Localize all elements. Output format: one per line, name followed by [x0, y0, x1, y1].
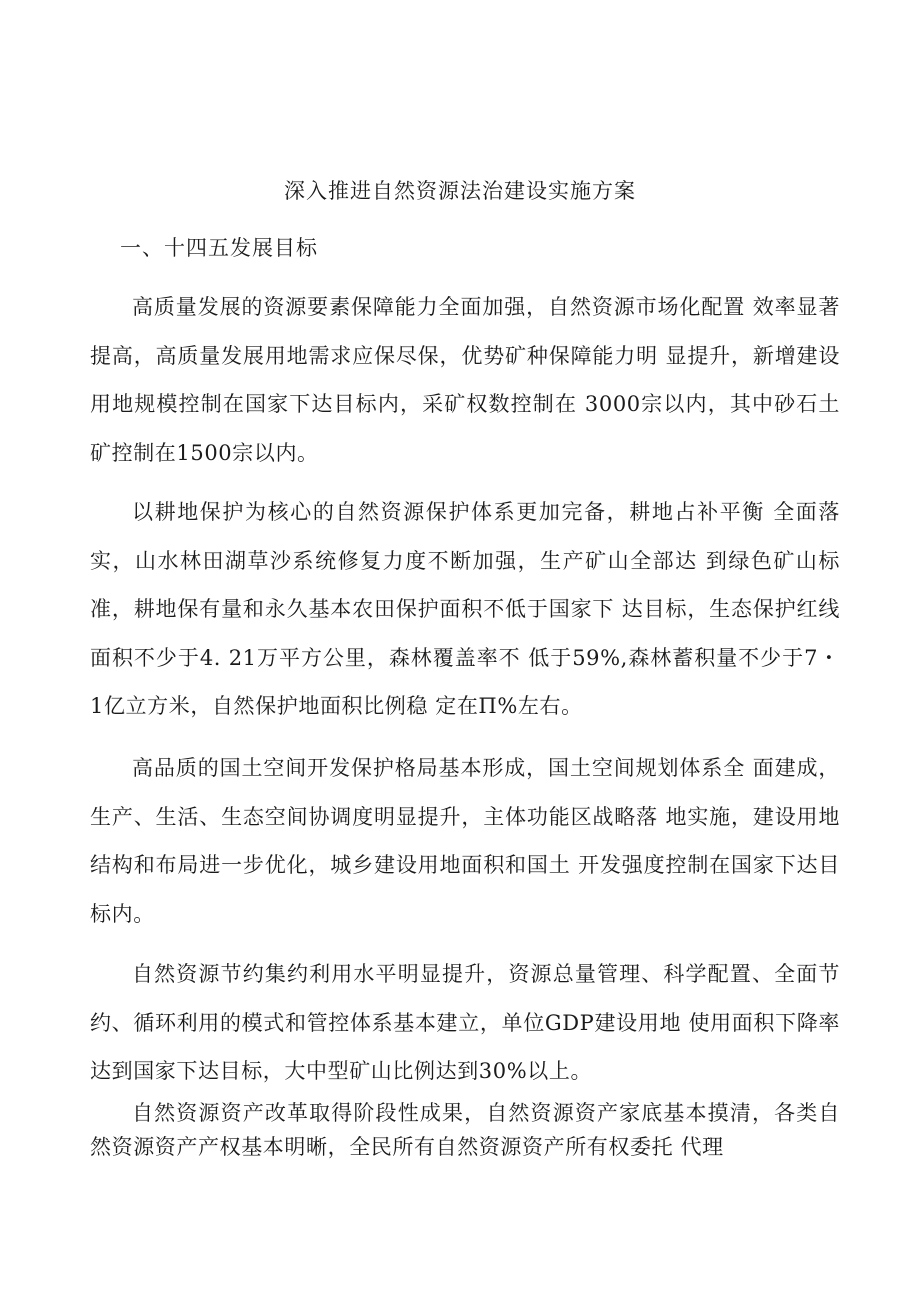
- document-title: 深入推进自然资源法治建设实施方案: [284, 179, 636, 203]
- section-heading: 一、十四五发展目标: [120, 236, 318, 260]
- paragraph-2: 以耕地保护为核心的自然资源保护体系更加完备，耕地占补平衡 全面落实，山水林田湖草沙系统修复力度不断加强，生产矿山全部达 到绿色矿山标准，耕地保有量和永久基本农田保护面积不低于国家下 达目标，生态保护红线面积不少于4. 21万平方公里，森林覆盖率不 低于59%,森林蓄积量不少于7・1亿立方米，自然保护地面积比例稳 定在Π%左右。: [90, 500, 840, 718]
- paragraph-3: 高品质的国土空间开发保护格局基本形成，国土空间规划体系全 面建成，生产、生活、生态空间协调度明显提升，主体功能区战略落 地实施，建设用地结构和布局进一步优化，城乡建设用地面积和国土 开发强度控制在国家下达目标内。: [90, 756, 840, 926]
- paragraph-4: 自然资源节约集约利用水平明显提升，资源总量管理、科学配置、全面节约、循环利用的模式和管控体系基本建立，单位GDP建设用地 使用面积下降率达到国家下达目标，大中型矿山比例达到30%以上。: [90, 962, 840, 1083]
- paragraph-1: 高质量发展的资源要素保障能力全面加强，自然资源市场化配置 效率显著提高，高质量发展用地需求应保尽保，优势矿种保障能力明 显提升，新增建设用地规模控制在国家下达目标内，采矿权数控制在 3000宗以内，其中砂石土矿控制在1500宗以内。: [90, 295, 840, 465]
- paragraph-5: 自然资源资产改革取得阶段性成果，自然资源资产家底基本摸清，各类自然资源资产产权基本明晰，全民所有自然资源资产所有权委托 代理: [90, 1101, 840, 1159]
